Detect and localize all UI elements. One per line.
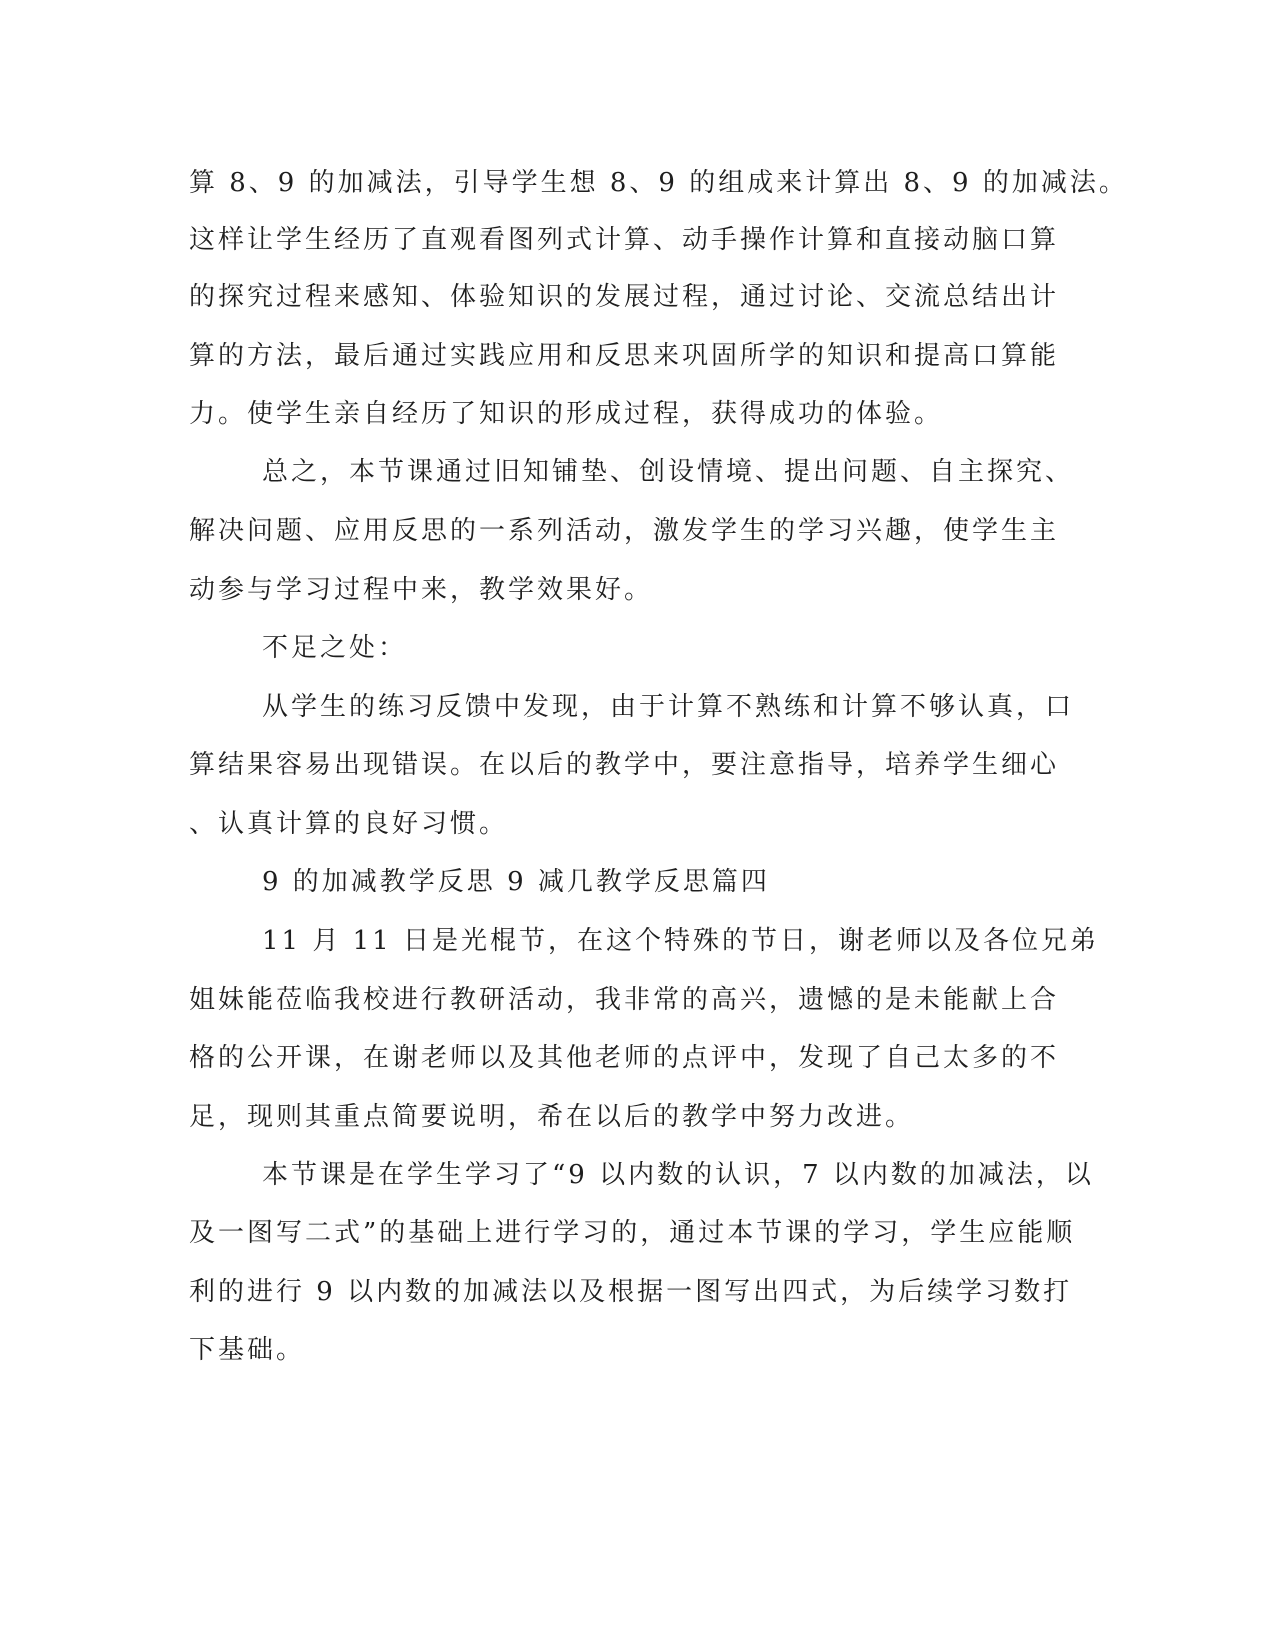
paragraph-line: 利的进行 9 以内数的加减法以及根据一图写出四式，为后续学习数打	[189, 1277, 1073, 1307]
paragraph-line: 算的方法，最后通过实践应用和反思来巩固所学的知识和提高口算能	[189, 341, 1060, 371]
section-heading: 9 的加减教学反思 9 减几教学反思篇四	[262, 867, 770, 897]
paragraph-line: 及一图写二式”的基础上进行学习的，通过本节课的学习，学生应能顺	[189, 1218, 1076, 1248]
paragraph-line: 算结果容易出现错误。在以后的教学中，要注意指导，培养学生细心	[189, 750, 1060, 780]
paragraph-line: 的探究过程来感知、体验知识的发展过程，通过讨论、交流总结出计	[189, 282, 1060, 312]
paragraph-line: 从学生的练习反馈中发现，由于计算不熟练和计算不够认真，口	[262, 692, 1075, 722]
paragraph-line: 姐妹能莅临我校进行教研活动，我非常的高兴，遗憾的是未能献上合	[189, 985, 1060, 1015]
paragraph-line: 解决问题、应用反思的一系列活动，激发学生的学习兴趣，使学生主	[189, 516, 1060, 546]
paragraph-line: 动参与学习过程中来，教学效果好。	[189, 575, 654, 605]
paragraph-line: 算 8、9 的加减法，引导学生想 8、9 的组成来计算出 8、9 的加减法。	[189, 168, 1128, 198]
paragraph-line: 足，现则其重点简要说明，希在以后的教学中努力改进。	[189, 1102, 915, 1132]
paragraph-line: 力。使学生亲自经历了知识的形成过程，获得成功的体验。	[189, 399, 944, 429]
paragraph-line: 11 月 11 日是光棍节，在这个特殊的节日，谢老师以及各位兄弟	[262, 926, 1099, 956]
paragraph-line: 下基础。	[189, 1335, 306, 1365]
paragraph-line: 总之，本节课通过旧知铺垫、创设情境、提出问题、自主探究、	[262, 457, 1075, 487]
paragraph-line: 、认真计算的良好习惯。	[189, 809, 509, 839]
paragraph-line: 本节课是在学生学习了“9 以内数的认识，7 以内数的加减法，以	[262, 1160, 1094, 1190]
paragraph-line: 这样让学生经历了直观看图列式计算、动手操作计算和直接动脑口算	[189, 225, 1060, 255]
section-label: 不足之处：	[262, 633, 408, 663]
paragraph-line: 格的公开课，在谢老师以及其他老师的点评中，发现了自己太多的不	[189, 1043, 1060, 1073]
